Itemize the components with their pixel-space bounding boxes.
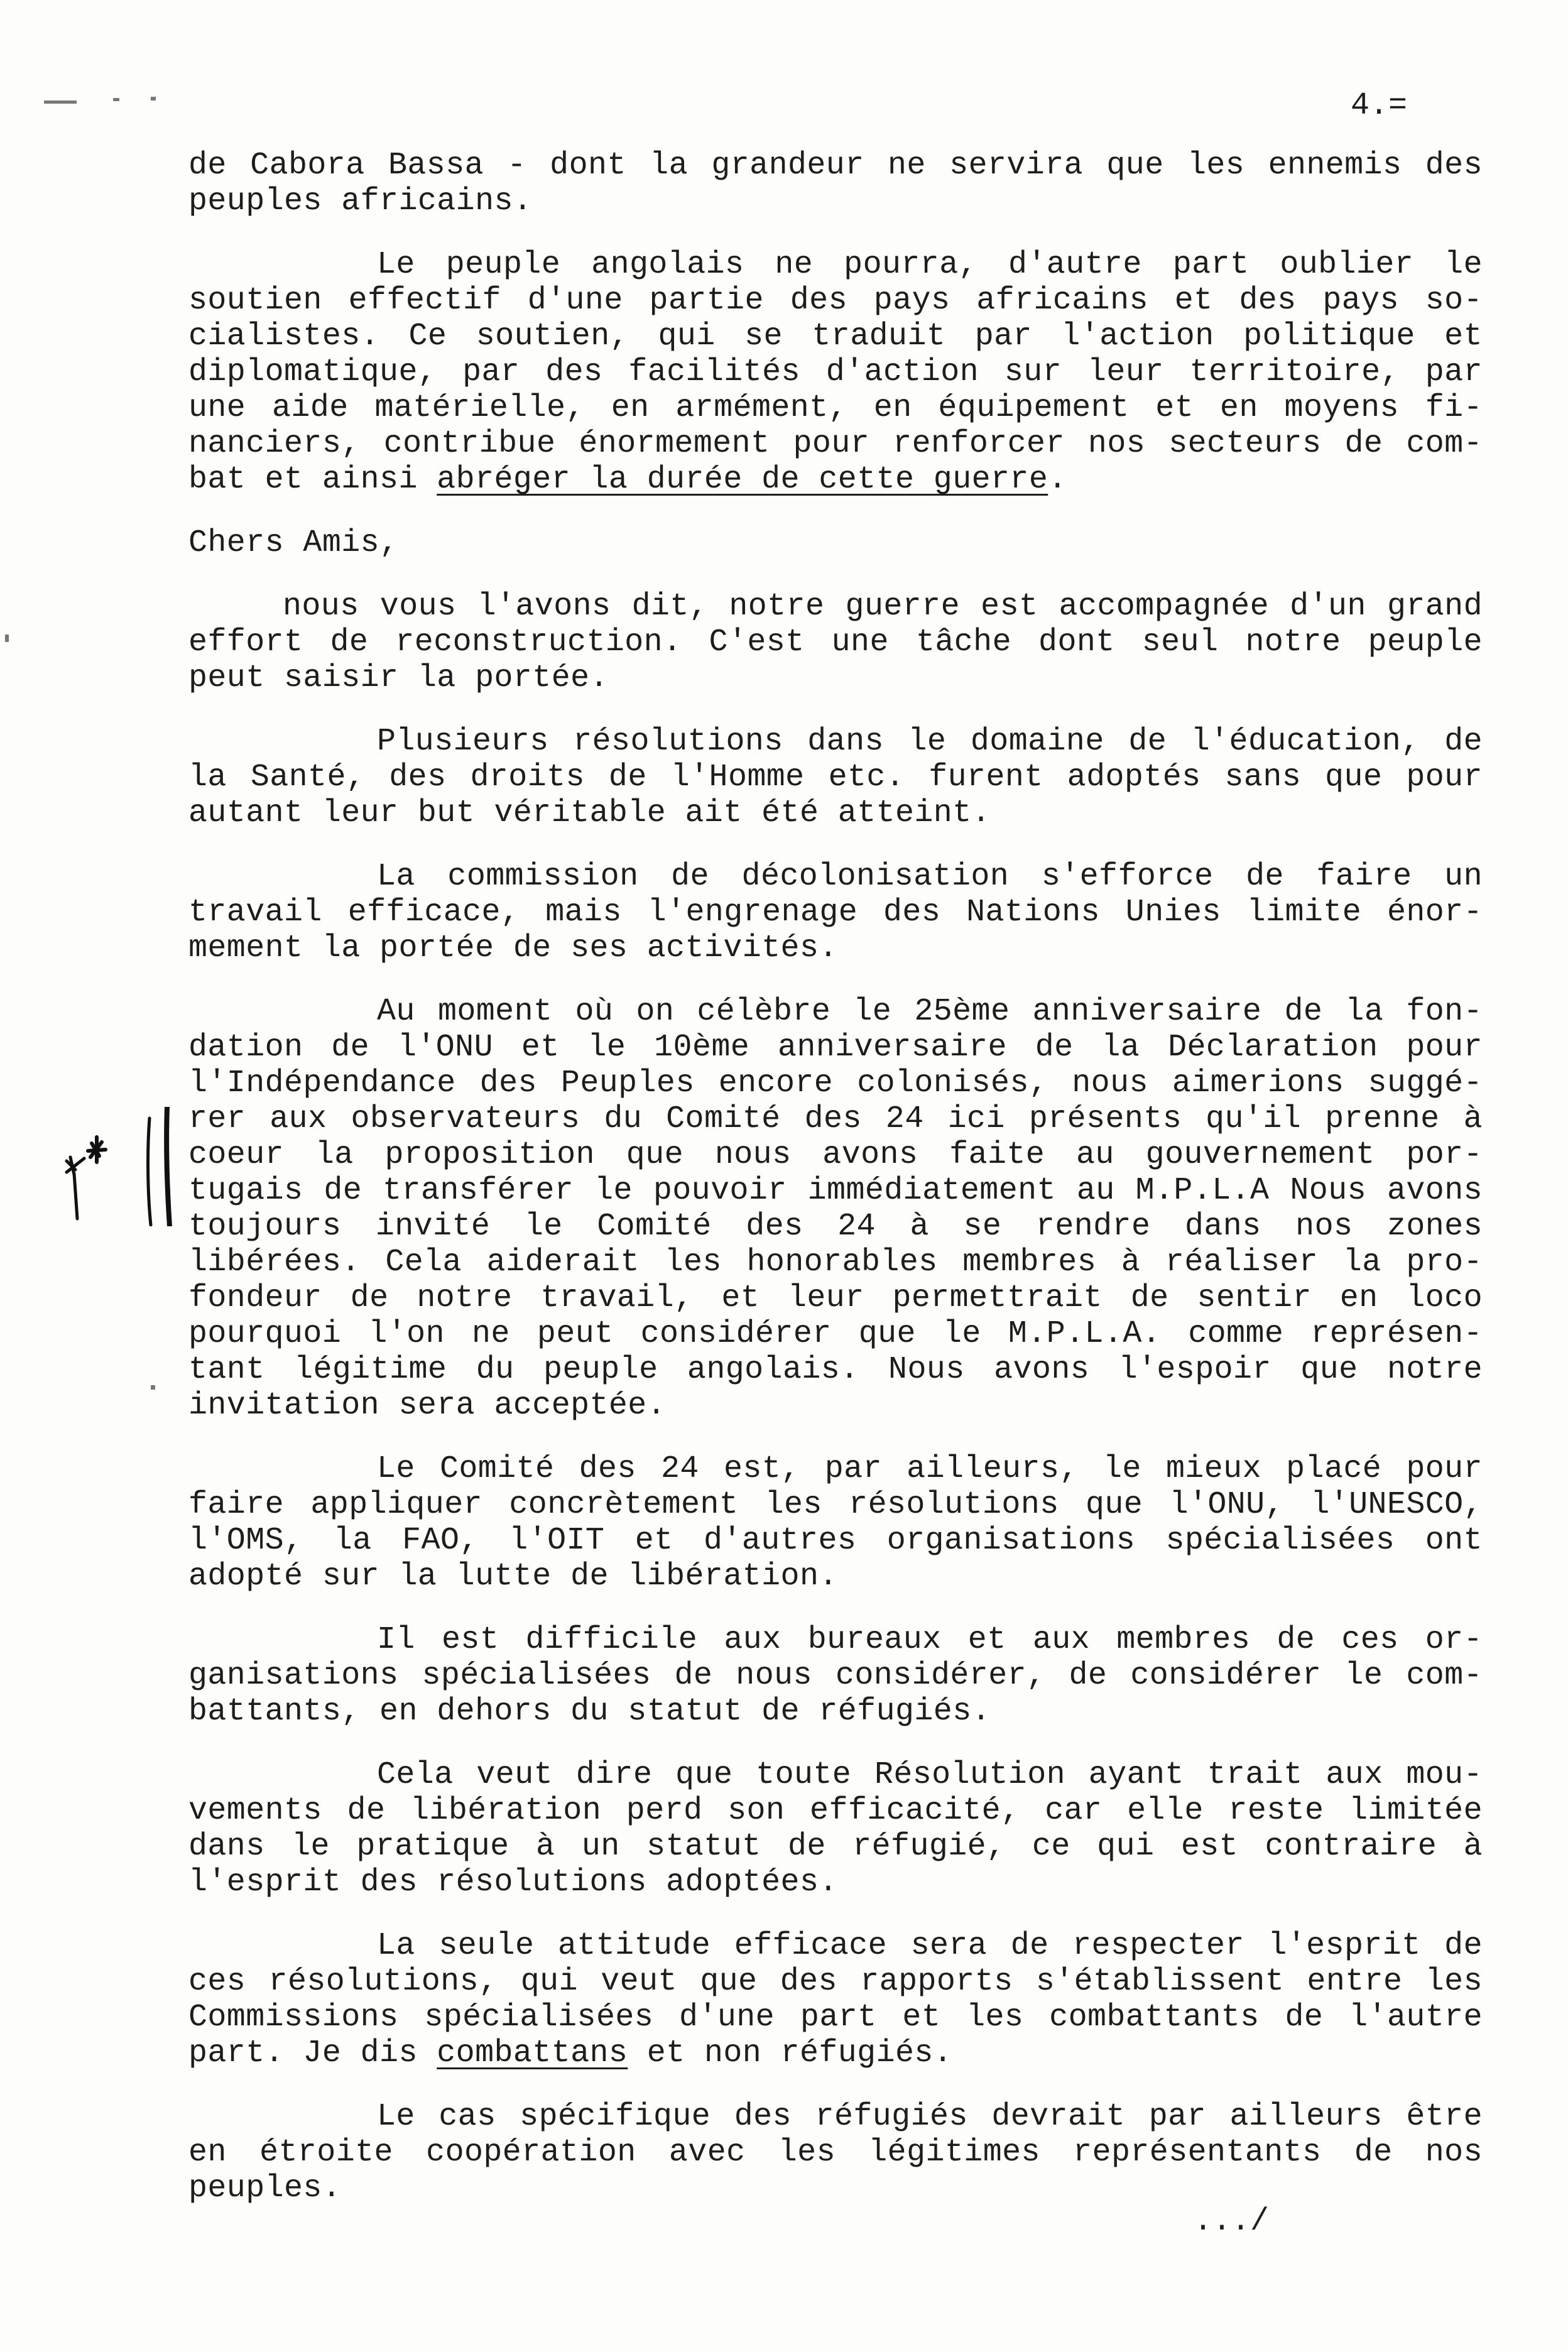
paragraph-statut: [188, 1622, 1483, 1729]
text-line: part. Je dis: [188, 2035, 437, 2071]
handwritten-margin-mark: [55, 1107, 181, 1226]
scan-mark: [151, 97, 156, 101]
scan-mark: [44, 101, 77, 104]
text-line: fondeur de notre travail, et leur permettrait de sentir en loco: [188, 1280, 1483, 1316]
text-line: diplomatique, par des facilités d'action sur leur territoire, par: [188, 354, 1483, 390]
text-line: Le cas spécifique des réfugiés devrait par ailleurs être: [377, 2099, 1483, 2135]
text-line: l'esprit des résolutions adoptées.: [188, 1865, 838, 1900]
scan-mark: [5, 634, 9, 642]
star-mark-icon: [88, 1137, 106, 1162]
paragraph-attitude: [188, 1928, 1483, 2071]
text-line: et non réfugiés.: [628, 2035, 953, 2071]
text-line: libérées. Cela aiderait les honorables membres à réaliser la pro-: [188, 1244, 1483, 1280]
scan-mark: [151, 1385, 155, 1390]
paragraph-comite: [188, 1451, 1483, 1594]
text-line: pourquoi l'on ne peut considérer que le M.P.L.A. comme représen-: [188, 1316, 1483, 1352]
text-line: soutien effectif d'une partie des pays africains et des pays so-: [188, 283, 1483, 318]
text-line: l'Indépendance des Peuples encore colonisés, nous aimerions suggé-: [188, 1065, 1483, 1101]
text-line: tugais de transférer le pouvoir immédiatement au M.P.L.A Nous: [188, 1173, 1367, 1209]
paragraph-cabora-bassa: [188, 148, 1483, 219]
text-line: Le Comité des 24 est, par ailleurs, le mieux placé pour: [377, 1451, 1483, 1487]
text-line: cialistes. Ce soutien, qui se traduit par l'action politique et: [188, 318, 1483, 354]
text-line: avons toujours invité le Comité des 24 à se rendre dans nos zones: [188, 1173, 1483, 1244]
text-line: travail efficace, mais l'engrenage des Nations Unies limite énor-: [188, 895, 1483, 930]
text-line: peuple peut saisir la portée.: [188, 624, 1483, 696]
text-line: à coeur la proposition que nous avons faite au gouvernement por-: [188, 1101, 1483, 1173]
text-line: faire appliquer concrètement les résolutions que l'ONU, l'UNESCO,: [188, 1487, 1483, 1523]
text-line: peuples.: [188, 2170, 342, 2206]
text-line: de la Santé, des droits de l'Homme etc. furent adoptés sans que: [188, 724, 1483, 795]
text-line: ganisations spécialisées de nous considérer, de considérer le com-: [188, 1658, 1483, 1694]
text-line: l'OMS, la FAO, l'OIT et d'autres organisations spécialisées ont: [188, 1523, 1483, 1559]
text-line: rer aux observateurs du Comité des 24 ici présents qu'il prenne: [188, 1101, 1440, 1137]
text-line: dation de l'ONU et le 10ème anniversaire de la Déclaration pour: [188, 1030, 1483, 1065]
vertical-line-mark: [166, 1107, 170, 1226]
document-body: [188, 148, 1483, 2234]
text-line: adopté sur la lutte de libération.: [188, 1559, 838, 1594]
text-line: une aide matérielle, en armément, en équipement et en moyens fi-: [188, 390, 1483, 426]
text-line: grand effort de reconstruction. C'est une tâche dont seul notre: [188, 589, 1483, 660]
underlined-text: combattans: [437, 2035, 628, 2071]
paragraph-resolutions: [188, 724, 1483, 831]
paragraph-decolonisation: [188, 859, 1483, 966]
paragraph-anniversaire: [188, 994, 1483, 1424]
text-line: .: [1048, 462, 1067, 498]
text-line: dans le pratique à un statut de réfugié, ce qui est contraire à: [188, 1829, 1483, 1865]
text-line: peuples africains.: [188, 183, 533, 219]
text-line: mement la portée de ses activités.: [188, 930, 838, 966]
star-mark-icon: [67, 1157, 84, 1219]
text-line: Le peuple angolais ne pourra, d'autre part oublier le: [377, 247, 1483, 283]
text-line: Au moment où on célèbre le 25ème anniversaire de la fon-: [377, 994, 1483, 1030]
page-number: 4.=: [1351, 88, 1408, 124]
paragraph-refugies: [188, 2099, 1483, 2206]
underlined-text: abréger la durée de cette guerre: [437, 462, 1048, 498]
paragraph-efficacite: [188, 1757, 1483, 1900]
text-line: pour autant leur but véritable ait été atteint.: [188, 760, 1483, 831]
continuation-marker: .../: [1194, 2204, 1270, 2240]
text-line: bat et ainsi: [188, 462, 437, 498]
text-line: battants, en dehors du statut de réfugiés.: [188, 1694, 991, 1729]
scan-mark: [113, 98, 119, 101]
text-line: Il est difficile aux bureaux et aux membres de ces or-: [377, 1622, 1483, 1658]
text-line: La seule attitude efficace sera de respecter l'esprit de: [377, 1928, 1483, 1964]
text-line: en étroite coopération avec les légitimes représentants de nos: [188, 2135, 1483, 2170]
text-line: vements de libération perd son efficacité, car elle reste limitée: [188, 1793, 1483, 1829]
vertical-line-mark: [148, 1118, 151, 1225]
paragraph-soutien: [188, 247, 1483, 498]
text-line: nanciers, contribue énormement pour renforcer nos secteurs de com-: [188, 426, 1483, 462]
text-line: de Cabora Bassa - dont la grandeur ne servira que les ennemis des: [188, 148, 1483, 183]
text-line: nous vous l'avons dit, notre guerre est accompagnée d'un: [283, 589, 1366, 624]
text-line: Cela veut dire que toute Résolution ayant trait aux mou-: [377, 1757, 1483, 1793]
text-line: tant légitime du peuple angolais. Nous avons l'espoir que notre: [188, 1352, 1483, 1388]
text-line: invitation sera acceptée.: [188, 1388, 667, 1424]
salutation: Chers Amis,: [188, 525, 399, 561]
text-line: La commission de décolonisation s'efforce de faire un: [377, 859, 1483, 895]
text-line: Commissions spécialisées d'une part et les combattants de l'autre: [188, 2000, 1483, 2035]
text-line: ces résolutions, qui veut que des rapports s'établissent entre les: [188, 1964, 1483, 2000]
text-line: Plusieurs résolutions dans le domaine de l'éducation,: [377, 724, 1420, 760]
paragraph-reconstruction: [188, 589, 1483, 696]
